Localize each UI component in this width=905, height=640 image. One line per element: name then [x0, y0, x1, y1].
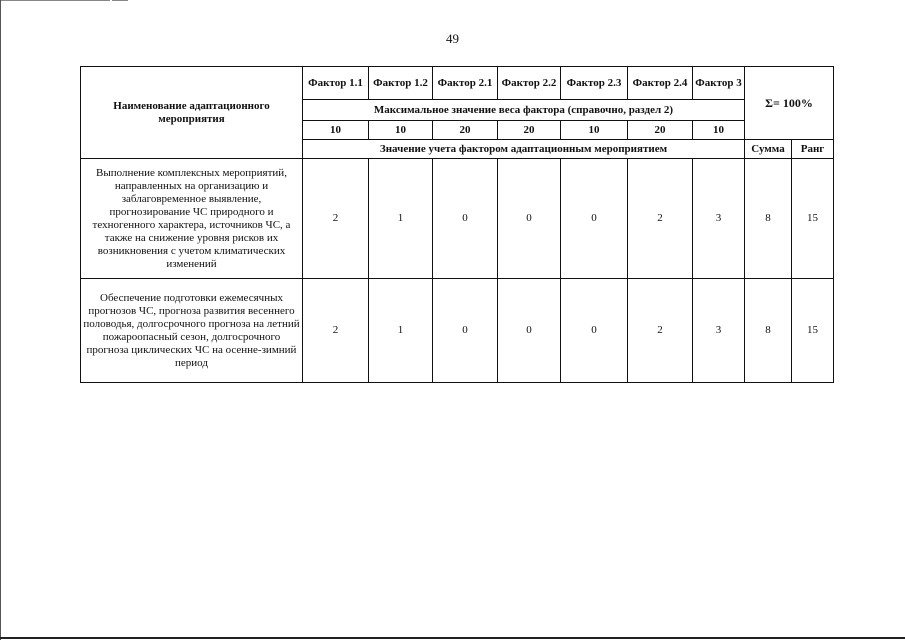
measure-name: Обеспечение подготовки ежемесячных прогнозов ЧС, прогноза развития весеннего половодья, долгосрочного прогноза на летний пожароопасный сезон, долгосрочного прогноза циклических ЧС на осенне-зимний период: [81, 279, 303, 383]
factor-value: 2: [303, 279, 369, 383]
total-value: 8: [745, 159, 792, 279]
factor-value: 0: [498, 159, 561, 279]
factor-header: Фактор 2.3: [561, 67, 628, 100]
total-header: Сумма: [745, 140, 792, 159]
value-header: Значение учета фактором адаптационным мероприятием: [303, 140, 745, 159]
factor-value: 2: [303, 159, 369, 279]
factor-weight: 20: [628, 121, 693, 140]
factor-value: 2: [628, 159, 693, 279]
factor-weight: 10: [693, 121, 745, 140]
measure-name: Выполнение комплексных мероприятий, направленных на организацию и заблаговременное выявление, прогнозирование ЧС природного и техногенного характера, источников ЧС, а также на снижение уровня рисков их возникновения с учетом климатических изменений: [81, 159, 303, 279]
factor-header: Фактор 2.2: [498, 67, 561, 100]
max-weight-header: Максимальное значение веса фактора (справочно, раздел 2): [303, 100, 745, 121]
factor-header: Фактор 2.1: [433, 67, 498, 100]
name-column-header: Наименование адаптационного мероприятия: [81, 67, 303, 159]
scan-frame-bottom: [0, 637, 905, 639]
factor-weight: 20: [498, 121, 561, 140]
factor-header: Фактор 1.1: [303, 67, 369, 100]
factor-weight: 20: [433, 121, 498, 140]
rank-value: 15: [792, 279, 834, 383]
factor-value: 3: [693, 159, 745, 279]
factor-value: 1: [369, 279, 433, 383]
rank-value: 15: [792, 159, 834, 279]
factor-header: Фактор 2.4: [628, 67, 693, 100]
factor-value: 2: [628, 279, 693, 383]
factor-weight: 10: [303, 121, 369, 140]
header-row-factors: [81, 67, 834, 100]
factor-value: 0: [561, 279, 628, 383]
factor-header: Фактор 1.2: [369, 67, 433, 100]
adaptation-measures-table: [80, 66, 834, 383]
factor-value: 3: [693, 279, 745, 383]
scan-frame-left: [0, 0, 1, 640]
factor-header: Фактор 3: [693, 67, 745, 100]
sum-percent-header: Σ= 100%: [745, 67, 834, 140]
page-number: 49: [446, 31, 459, 46]
factor-value: 1: [369, 159, 433, 279]
scan-edge-mark: [0, 0, 110, 1]
table-row: [81, 279, 834, 383]
factor-value: 0: [561, 159, 628, 279]
factor-value: 0: [433, 159, 498, 279]
rank-header: Ранг: [792, 140, 834, 159]
factor-value: 0: [498, 279, 561, 383]
factor-value: 0: [433, 279, 498, 383]
factor-weight: 10: [369, 121, 433, 140]
table-row: [81, 159, 834, 279]
total-value: 8: [745, 279, 792, 383]
factor-weight: 10: [561, 121, 628, 140]
scan-edge-mark: [112, 0, 128, 1]
